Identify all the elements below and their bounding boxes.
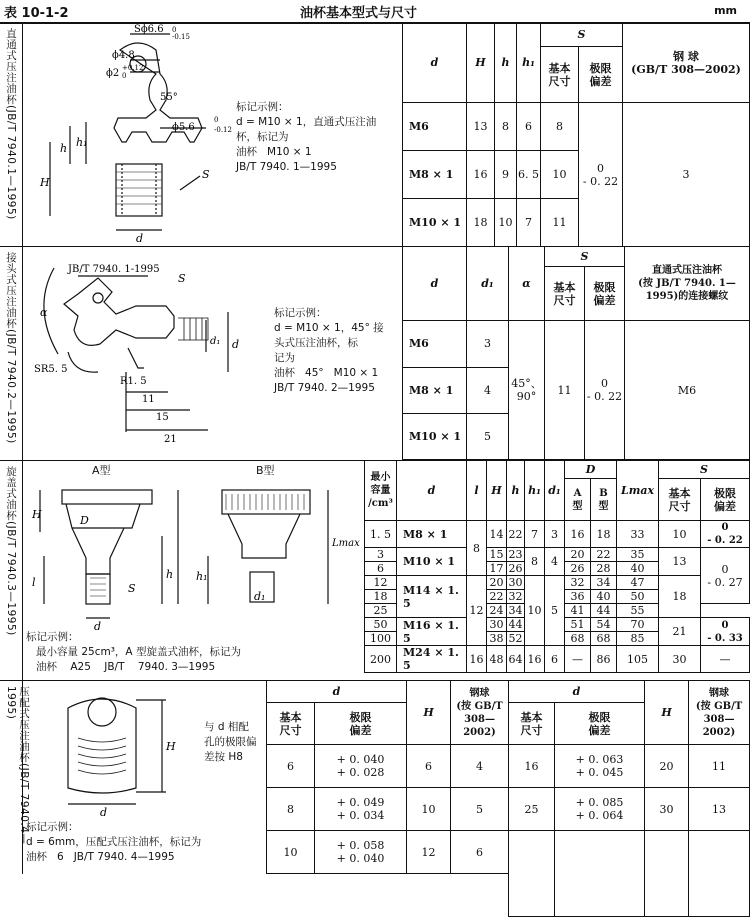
dia-56-dim: ϕ5.6 — [172, 122, 195, 133]
section-screw-cap-cup — [0, 460, 749, 681]
table-number: 表 10-1-2 — [4, 6, 69, 21]
marking-example: 标记示例： d = M10 × 1，直通式压注油 杯，标记为 油杯 M10 × 1 JB/T 7940. 1—1995 — [236, 101, 377, 173]
svg-text:+0.12: +0.12 — [122, 64, 144, 72]
svg-text:H: H — [166, 740, 176, 753]
svg-text:Lmax: Lmax — [332, 538, 360, 549]
svg-text:d: d — [136, 232, 144, 245]
steel-ball-header: 钢 球 (GB/T 308—2002) — [623, 23, 750, 103]
table-row: 200 M24 × 1. 5 16 48 64 16 6 — 86 105 30 — — [365, 646, 750, 673]
table-row: 6 + 0. 040 + 0. 028 6 4 — [267, 745, 509, 788]
svg-text:-0.15: -0.15 — [172, 33, 190, 41]
svg-text:d: d — [94, 620, 102, 633]
section-side-label: 直通式压注油杯(JB/T 7940.1—1995) — [0, 22, 23, 246]
table-row: 12 M14 × 1. 5 12 20 30 10 5 32 34 47 18 — [365, 576, 750, 590]
svg-text:d₁: d₁ — [254, 590, 266, 603]
svg-text:h: h — [166, 568, 174, 581]
table-row: M10 × 1 18 10 7 11 — [403, 199, 750, 247]
section-angle-cup — [0, 246, 749, 461]
table-row: 16 + 0. 063 + 0. 045 20 11 — [509, 745, 750, 788]
dia-48-dim: ϕ4.8 — [112, 50, 135, 61]
svg-text:21: 21 — [164, 434, 177, 445]
svg-text:α: α — [40, 306, 48, 319]
svg-text:11: 11 — [142, 394, 155, 405]
table-row: 100 38 52 68 68 85 — [365, 632, 750, 646]
sphere-dim: Sϕ6.6 — [134, 24, 164, 35]
table-row: 25 + 0. 085 + 0. 064 30 13 — [509, 788, 750, 831]
section-side-label: 接头式压注油杯(JB/T 7940.2—1995) — [0, 246, 23, 460]
svg-text:0: 0 — [214, 116, 219, 124]
svg-text:l: l — [32, 576, 36, 589]
table-row: 25 24 34 41 44 55 — [365, 604, 750, 618]
press-fit-drawing — [40, 688, 180, 819]
table-row: 1. 5 M8 × 1 8 14 22 7 3 16 18 33 10 0 - 0. 22 — [365, 521, 750, 548]
section-straight-cup — [0, 22, 749, 247]
table-header — [0, 0, 749, 24]
screw-cap-table: 最小 容量 /cm³ d l H h h₁ d₁ D Lmax S A 型 B 型 基本 尺寸 极限 偏差 1. 5 M8 × 1 8 14 22 7 3 16 18 33 10 0 - 0. 22 3 M10 × 1 15 23 8 4 20 22 35 13 0 - 0. 27 6 17 26 26 28 40 12 M14 × 1. 5 12 20 30 10 5 32 34 47 18 18 22 32 36 40 50 25 24 34 41 44 55 50 M16 × 1. 5 30 44 51 54 70 21 0 - 0. 33 100 38 52 68 68 85 200 M24 × 1. 5 16 48 64 16 6 — 86 105 30 — — [364, 460, 750, 673]
marking-example: 标记示例： d = M10 × 1，45° 接 头式压注油杯，标 记为 油杯 45° M10 × 1 JB/T 7940. 2—1995 — [274, 307, 384, 394]
svg-text:h: h — [60, 142, 68, 155]
type-b-label: B型 — [256, 464, 275, 477]
svg-text:d: d — [232, 338, 240, 351]
svg-text:D: D — [80, 514, 89, 527]
unit-label: mm — [714, 4, 737, 17]
angle-cup-drawing — [28, 252, 240, 452]
svg-text:-0.12: -0.12 — [214, 126, 232, 134]
press-fit-right-table: d H 钢球 (按 GB/T 308—2002) 基本 尺寸 极限 偏差 16 + 0. 063 + 0. 045 20 11 25 + 0. 085 + 0. 064 30 13 — [508, 680, 750, 917]
section-side-label: 压配式压注油杯(JB/T 7940.4—1995) — [0, 680, 23, 874]
table-row: 10 + 0. 058 + 0. 040 12 6 — [267, 831, 509, 874]
dia-2-dim: ϕ2 — [106, 68, 120, 79]
table-row: 3 M10 × 1 15 23 8 4 20 22 35 13 0 - 0. 27 — [365, 548, 750, 562]
svg-text:R1. 5: R1. 5 — [120, 376, 147, 387]
table-row: M6 13 8 6 8 0 - 0. 22 3 — [403, 103, 750, 151]
svg-text:d: d — [100, 806, 108, 819]
svg-text:S: S — [128, 582, 136, 595]
svg-text:0: 0 — [122, 72, 127, 80]
svg-text:h₁: h₁ — [196, 570, 208, 583]
table-row: 8 + 0. 049 + 0. 034 10 5 — [267, 788, 509, 831]
section-side-label: 旋盖式油杯(JB/T 7940.3—1995) — [0, 460, 23, 680]
table-row: M10 × 1 5 — [403, 413, 750, 459]
table-row: M8 × 1 4 — [403, 367, 750, 413]
table-row: 18 22 32 36 40 50 — [365, 590, 750, 604]
screw-cap-drawing — [28, 476, 362, 632]
table-row: M8 × 1 16 9 6. 5 10 — [403, 151, 750, 199]
angle-cup-table: d d₁ α S 直通式压注油杯 (按 JB/T 7940. 1— 1995)的连接螺纹 基本 尺寸 极限 偏差 M6 3 45°、 90° 11 0 - 0. 22 M6 M8 × 1 4 M10 × 1 5 — [402, 246, 750, 460]
svg-text:15: 15 — [156, 412, 169, 423]
table-row: M6 3 45°、 90° 11 0 - 0. 22 M6 — [403, 321, 750, 367]
section-press-fit-cup — [0, 680, 749, 874]
svg-text:0: 0 — [172, 26, 177, 34]
svg-text:H: H — [40, 176, 50, 189]
ref-std: JB/T 7940. 1-1995 — [68, 264, 160, 275]
svg-text:SR5. 5: SR5. 5 — [34, 364, 68, 375]
press-fit-left-table: d H 钢球 (按 GB/T 308—2002) 基本 尺寸 极限 偏差 6 + 0. 040 + 0. 028 6 4 8 + 0. 049 + 0. 034 10 5 10 + 0. 058 + 0. 040 12 6 — [266, 680, 509, 874]
fit-tolerance-note: 与 d 相配 孔的极限偏 差按 H8 — [204, 721, 257, 763]
angle-dim: 55° — [160, 92, 178, 103]
table-title: 油杯基本型式与尺寸 — [300, 6, 418, 21]
marking-example: 标记示例： 最小容量 25cm³，A 型旋盖式油杯，标记为 油杯 A25 JB/T 7940. 3—1995 — [26, 631, 241, 673]
svg-text:H: H — [32, 508, 42, 521]
svg-text:S: S — [178, 272, 186, 285]
straight-cup-table: d H h h₁ S 钢 球 (GB/T 308—2002) 基本 尺寸 极限 偏差 M6 13 8 6 8 0 - 0. 22 3 M8 × 1 16 9 6. 5 10 M10 × 1 18 10 7 11 — [402, 22, 750, 247]
type-a-label: A型 — [92, 464, 111, 477]
table-row: 50 M16 × 1. 5 30 44 51 54 70 21 0 - 0. 33 — [365, 618, 750, 632]
svg-text:d₁: d₁ — [210, 336, 221, 347]
svg-text:S: S — [202, 168, 210, 181]
table-row: 6 17 26 26 28 40 — [365, 562, 750, 576]
marking-example: 标记示例： d = 6mm，压配式压注油杯，标记为 油杯 6 JB/T 7940. 4—1995 — [26, 821, 202, 863]
straight-cup-drawing — [30, 24, 232, 245]
svg-text:h₁: h₁ — [76, 136, 88, 149]
thread-header: 直通式压注油杯 (按 JB/T 7940. 1— 1995)的连接螺纹 — [625, 247, 750, 321]
